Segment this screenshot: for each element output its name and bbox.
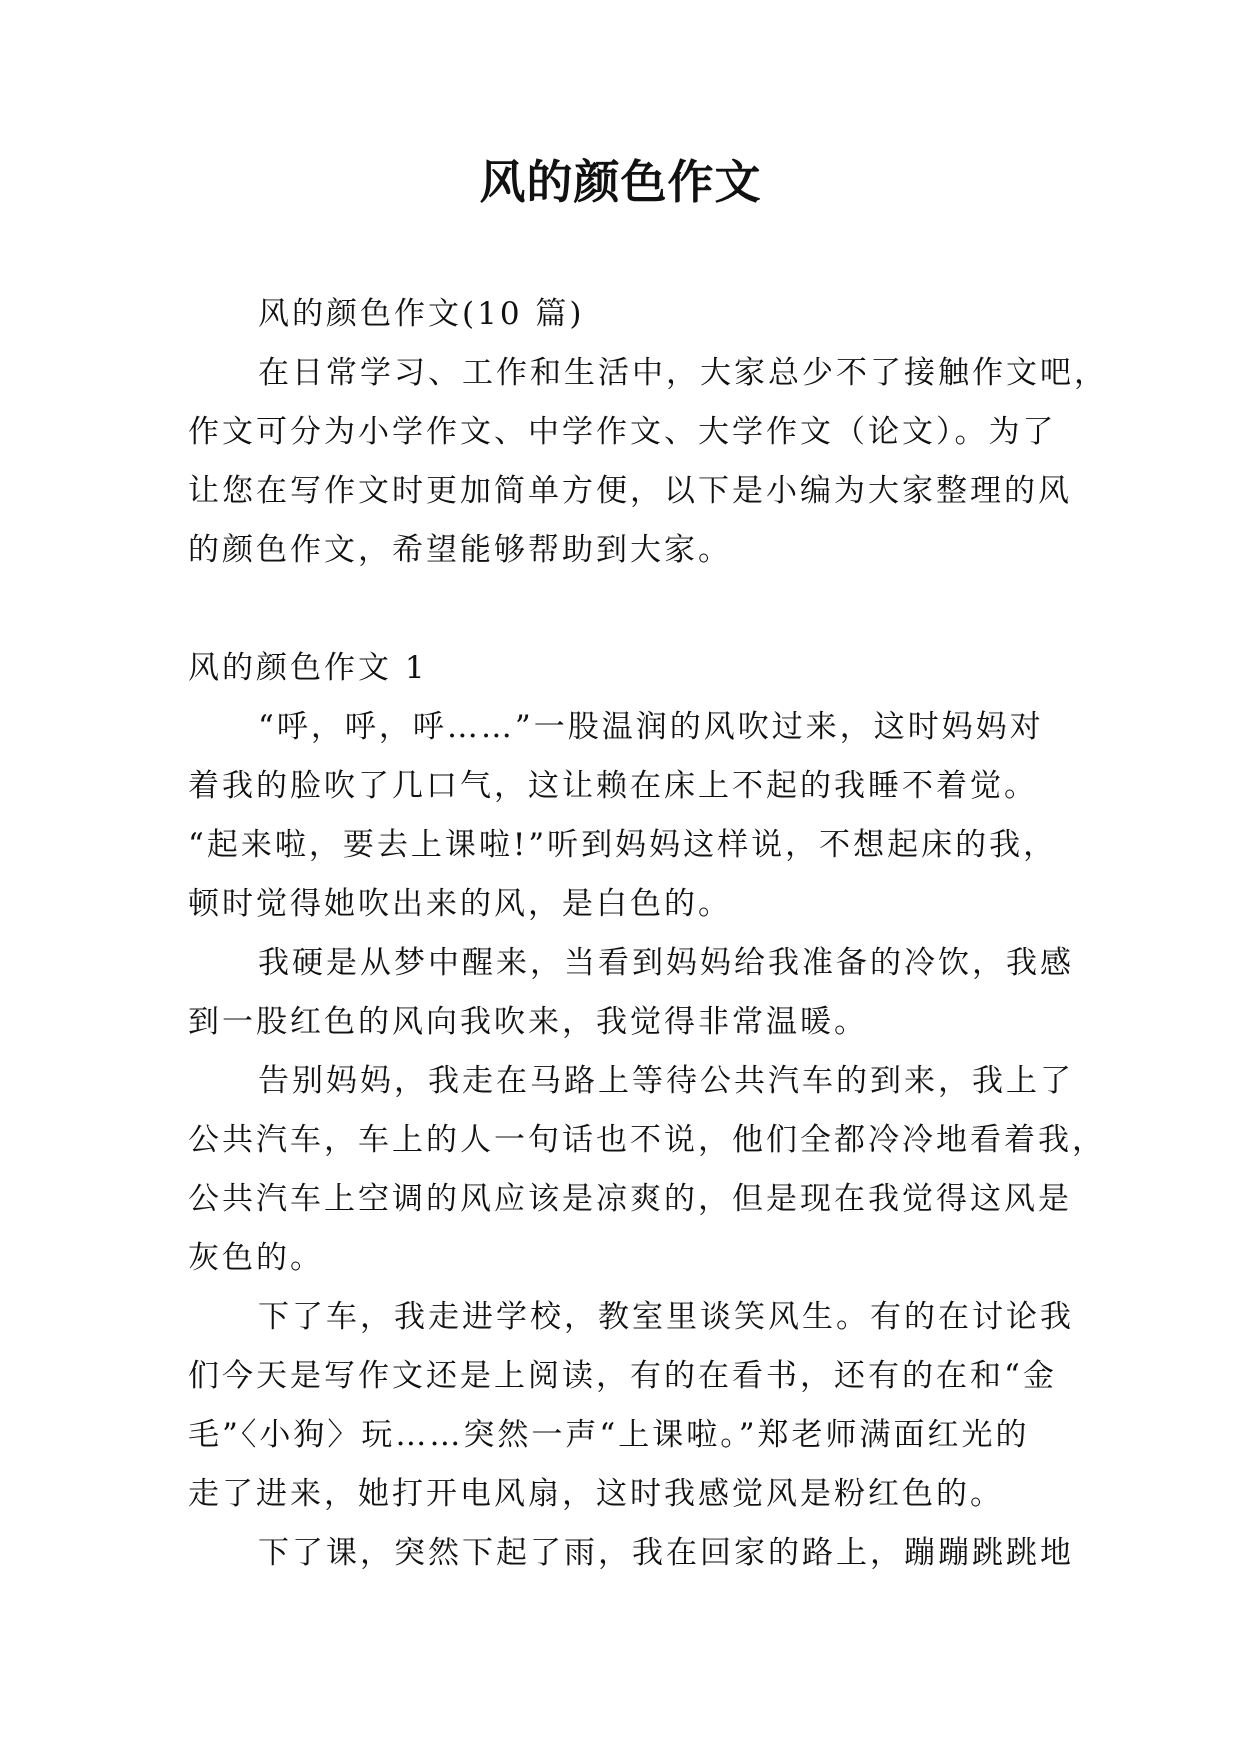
body-line: 灰色的。 [188, 1240, 324, 1276]
section-heading: 风的颜色作文 1 [188, 650, 428, 686]
body-line: 毛”〈小狗〉玩……突然一声“上课啦。”郑老师满面红光的 [188, 1417, 1030, 1453]
document-title: 风的颜色作文 [479, 155, 762, 209]
body-line: 公共汽车上空调的风应该是凉爽的，但是现在我觉得这风是 [188, 1181, 1072, 1217]
body-line: 下了课，突然下起了雨，我在回家的路上，蹦蹦跳跳地 [258, 1535, 1074, 1571]
body-line: “起来啦，要去上课啦!”听到妈妈这样说，不想起床的我， [188, 827, 1058, 863]
body-line: 我硬是从梦中醒来，当看到妈妈给我准备的冷饮，我感 [258, 945, 1074, 981]
body-line: 下了车，我走进学校，教室里谈笑风生。有的在讨论我 [258, 1299, 1074, 1335]
body-line: “呼，呼，呼……”一股温润的风吹过来，这时妈妈对 [258, 709, 1044, 745]
intro-line: 让您在写作文时更加简单方便，以下是小编为大家整理的风 [188, 473, 1072, 509]
intro-line: 的颜色作文，希望能够帮助到大家。 [188, 532, 732, 568]
document-subtitle: 风的颜色作文(10 篇) [258, 296, 585, 332]
intro-line: 作文可分为小学作文、中学作文、大学作文（论文）。为了 [188, 414, 1057, 450]
body-line: 们今天是写作文还是上阅读，有的在看书，还有的在和“金 [188, 1358, 1057, 1394]
body-line: 公共汽车，车上的人一句话也不说，他们全都冷冷地看着我， [188, 1122, 1106, 1158]
intro-line: 在日常学习、工作和生活中，大家总少不了接触作文吧， [258, 355, 1108, 391]
body-line: 走了进来，她打开电风扇，这时我感觉风是粉红色的。 [188, 1476, 1004, 1512]
body-line: 告别妈妈，我走在马路上等待公共汽车的到来，我上了 [258, 1063, 1074, 1099]
document-body [188, 285, 1108, 1583]
body-line: 着我的脸吹了几口气，这让赖在床上不起的我睡不着觉。 [188, 768, 1038, 804]
body-line: 到一股红色的风向我吹来，我觉得非常温暖。 [188, 1004, 868, 1040]
body-line: 顿时觉得她吹出来的风，是白色的。 [188, 886, 732, 922]
